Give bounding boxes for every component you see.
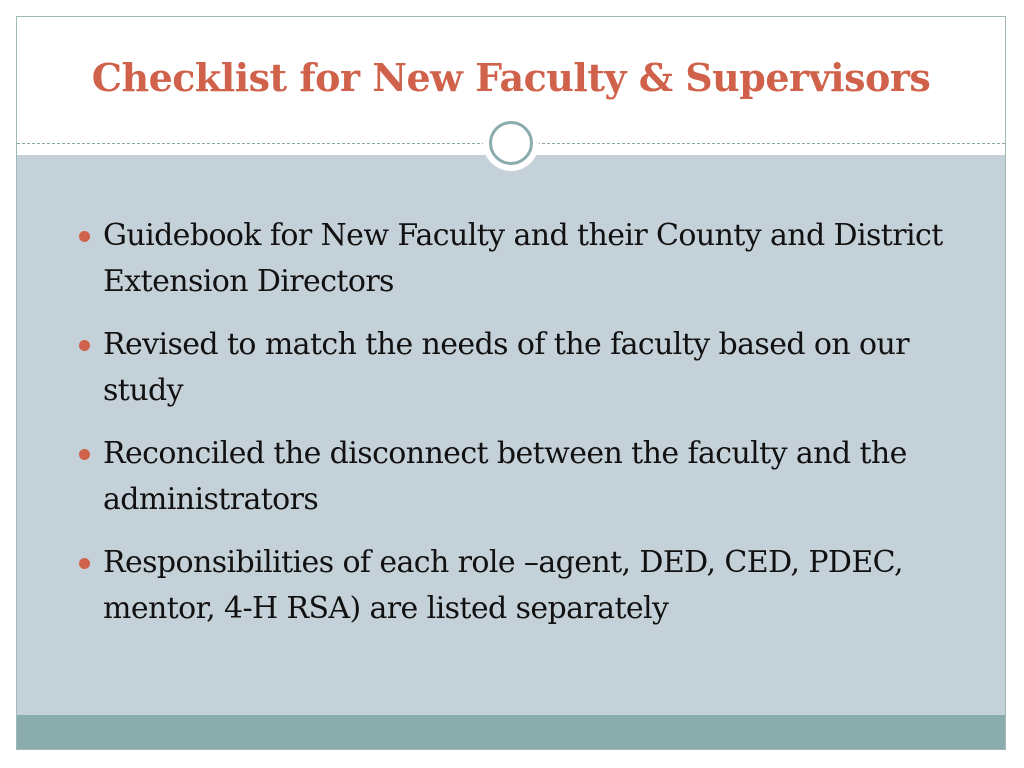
bullet-text: Reconciled the disconnect between the faculty and the administrators bbox=[103, 436, 907, 517]
slide bbox=[16, 16, 1006, 750]
bullet-item bbox=[79, 322, 979, 414]
bullet-dot-icon bbox=[79, 231, 90, 242]
bullet-dot-icon bbox=[79, 449, 90, 460]
bullet-text: Responsibilities of each role –agent, DED, CED, PDEC, mentor, 4-H RSA) are listed separately bbox=[103, 545, 903, 626]
slide-title: Checklist for New Faculty & Supervisors bbox=[91, 55, 931, 100]
bullet-text: Guidebook for New Faculty and their County and District Extension Directors bbox=[103, 218, 943, 299]
bullet-item bbox=[79, 431, 979, 523]
bullet-list bbox=[79, 213, 979, 649]
bullet-item bbox=[79, 540, 979, 632]
bullet-item bbox=[79, 213, 979, 305]
bullet-text: Revised to match the needs of the faculty based on our study bbox=[103, 327, 909, 408]
footer-band bbox=[17, 715, 1005, 750]
bullet-dot-icon bbox=[79, 340, 90, 351]
circle-ornament-icon bbox=[483, 115, 539, 171]
ring-icon bbox=[489, 121, 533, 165]
bullet-dot-icon bbox=[79, 558, 90, 569]
